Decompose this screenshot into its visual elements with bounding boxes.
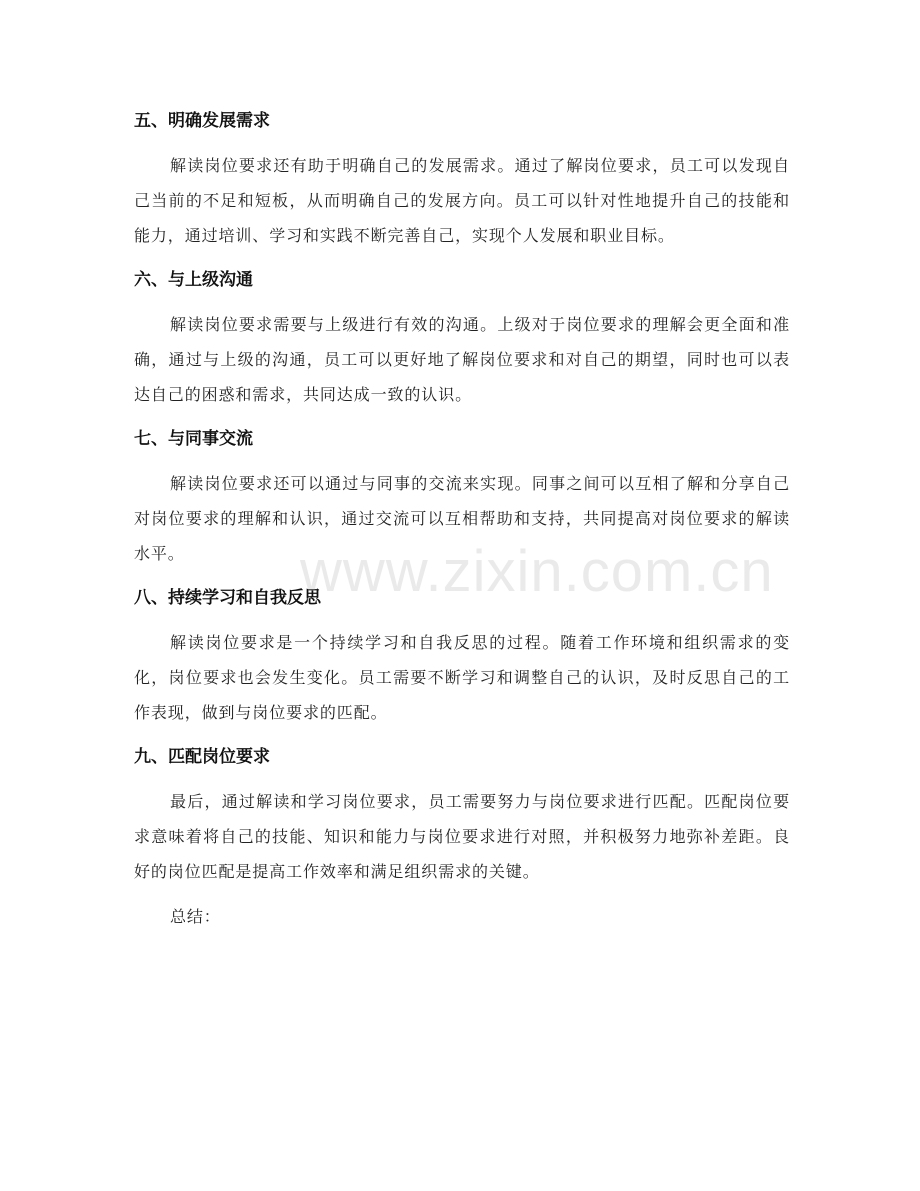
section-paragraph: 解读岗位要求还有助于明确自己的发展需求。通过了解岗位要求，员工可以发现自己当前的不足和短板，从而明确自己的发展方向。员工可以针对性地提升自己的技能和能力，通过培训、学习和实践不断完善自己，实现个人发展和职业目标。 — [134, 156, 790, 245]
section-paragraph: 最后，通过解读和学习岗位要求，员工需要努力与岗位要求进行匹配。匹配岗位要求意味着将自己的技能、知识和能力与岗位要求进行对照，并积极努力地弥补差距。良好的岗位匹配是提高工作效率和满足组织需求的关键。 — [134, 792, 790, 881]
section-7 — [134, 422, 790, 571]
section-heading: 六、与上级沟通 — [134, 270, 253, 290]
section-5 — [134, 104, 790, 253]
watermark: www.zixin.com.cn — [300, 539, 774, 604]
section-9 — [134, 740, 790, 889]
section-6 — [134, 263, 790, 412]
section-paragraph: 解读岗位要求还可以通过与同事的交流来实现。同事之间可以互相了解和分享自己对岗位要求的理解和认识，通过交流可以互相帮助和支持，共同提高对岗位要求的解读水平。 — [134, 474, 790, 563]
section-heading: 五、明确发展需求 — [134, 111, 270, 131]
section-paragraph: 解读岗位要求是一个持续学习和自我反思的过程。随着工作环境和组织需求的变化，岗位要求也会发生变化。员工需要不断学习和调整自己的认识，及时反思自己的工作表现，做到与岗位要求的匹配。 — [134, 633, 790, 722]
section-heading: 八、持续学习和自我反思 — [134, 588, 321, 608]
section-paragraph: 解读岗位要求需要与上级进行有效的沟通。上级对于岗位要求的理解会更全面和准确，通过与上级的沟通，员工可以更好地了解岗位要求和对自己的期望，同时也可以表达自己的困惑和需求，共同达成一致的认识。 — [134, 315, 790, 404]
section-8 — [134, 581, 790, 730]
section-heading: 九、匹配岗位要求 — [134, 747, 270, 767]
summary-label: 总结： — [170, 907, 221, 926]
document-body — [134, 104, 790, 934]
section-heading: 七、与同事交流 — [134, 429, 253, 449]
